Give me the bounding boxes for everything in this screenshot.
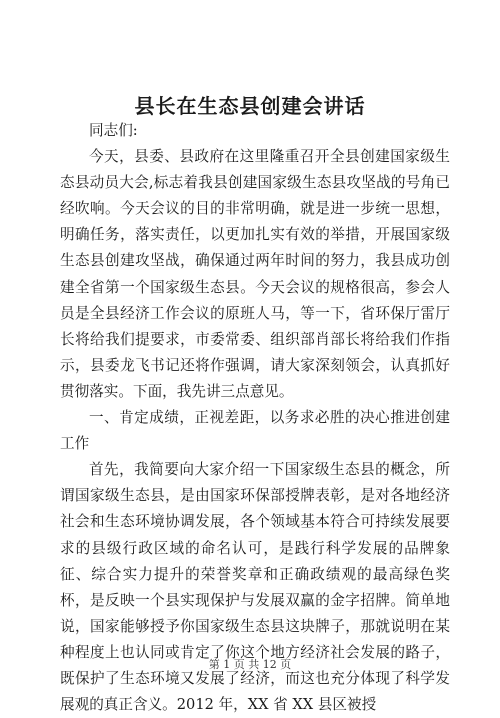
page-number-footer: 第 1 页 共 12 页 xyxy=(208,658,292,671)
document-body xyxy=(60,118,450,718)
paragraph-concept: 首先，我简要向大家介绍一下国家级生态县的概念，所谓国家级生态县，是由国家环保部授牌表彰，是对各地经济社会和生态环境协调发展，各个领域基本符合可持续发展要求的县级行政区域的命名认可，是践行科学发展的品牌象征、综合实力提升的荣誉奖章和正确政绩观的最高绿色奖杯，是反映一个县实现保护与发展双赢的金字招牌。简单地说，国家能够授予你国家级生态县这块牌子，那就说明在某种程度上也认同或肯定了你这个地方经济社会发展的路子，既保护了生态环境又发展了经济，而这也充分体现了科学发展观的真正含义。2012 年，XX 省 XX 县区被授 xyxy=(60,461,450,714)
salutation: 同志们: xyxy=(89,122,138,139)
section-heading-1: 一、肯定成绩，正视差距，以务求必胜的决心推进创建工作 xyxy=(60,409,450,453)
paragraph-opening: 今天，县委、县政府在这里隆重召开全县创建国家级生态县动员大会,标志着我县创建国家级生态县攻坚战的号角已经吹响。今天会议的目的非常明确，就是进一步统一思想，明确任务，落实责任，以更加扎实有效的举措，开展国家级生态县创建攻坚战，确保通过两年时间的努力，我县成功创建全省第一个国家级生态县。今天会议的规格很高，参会人员是全县经济工作会议的原班人马，等一下，省环保厅雷厅长将给我们提要求，市委常委、组织部肖部长将给我们作指示，县委龙飞书记还将作强调，请大家深刻领会，认真抓好贯彻落实。下面，我先讲三点意见。 xyxy=(60,148,450,400)
document-title: 县长在生态县创建会讲话 xyxy=(134,94,366,118)
